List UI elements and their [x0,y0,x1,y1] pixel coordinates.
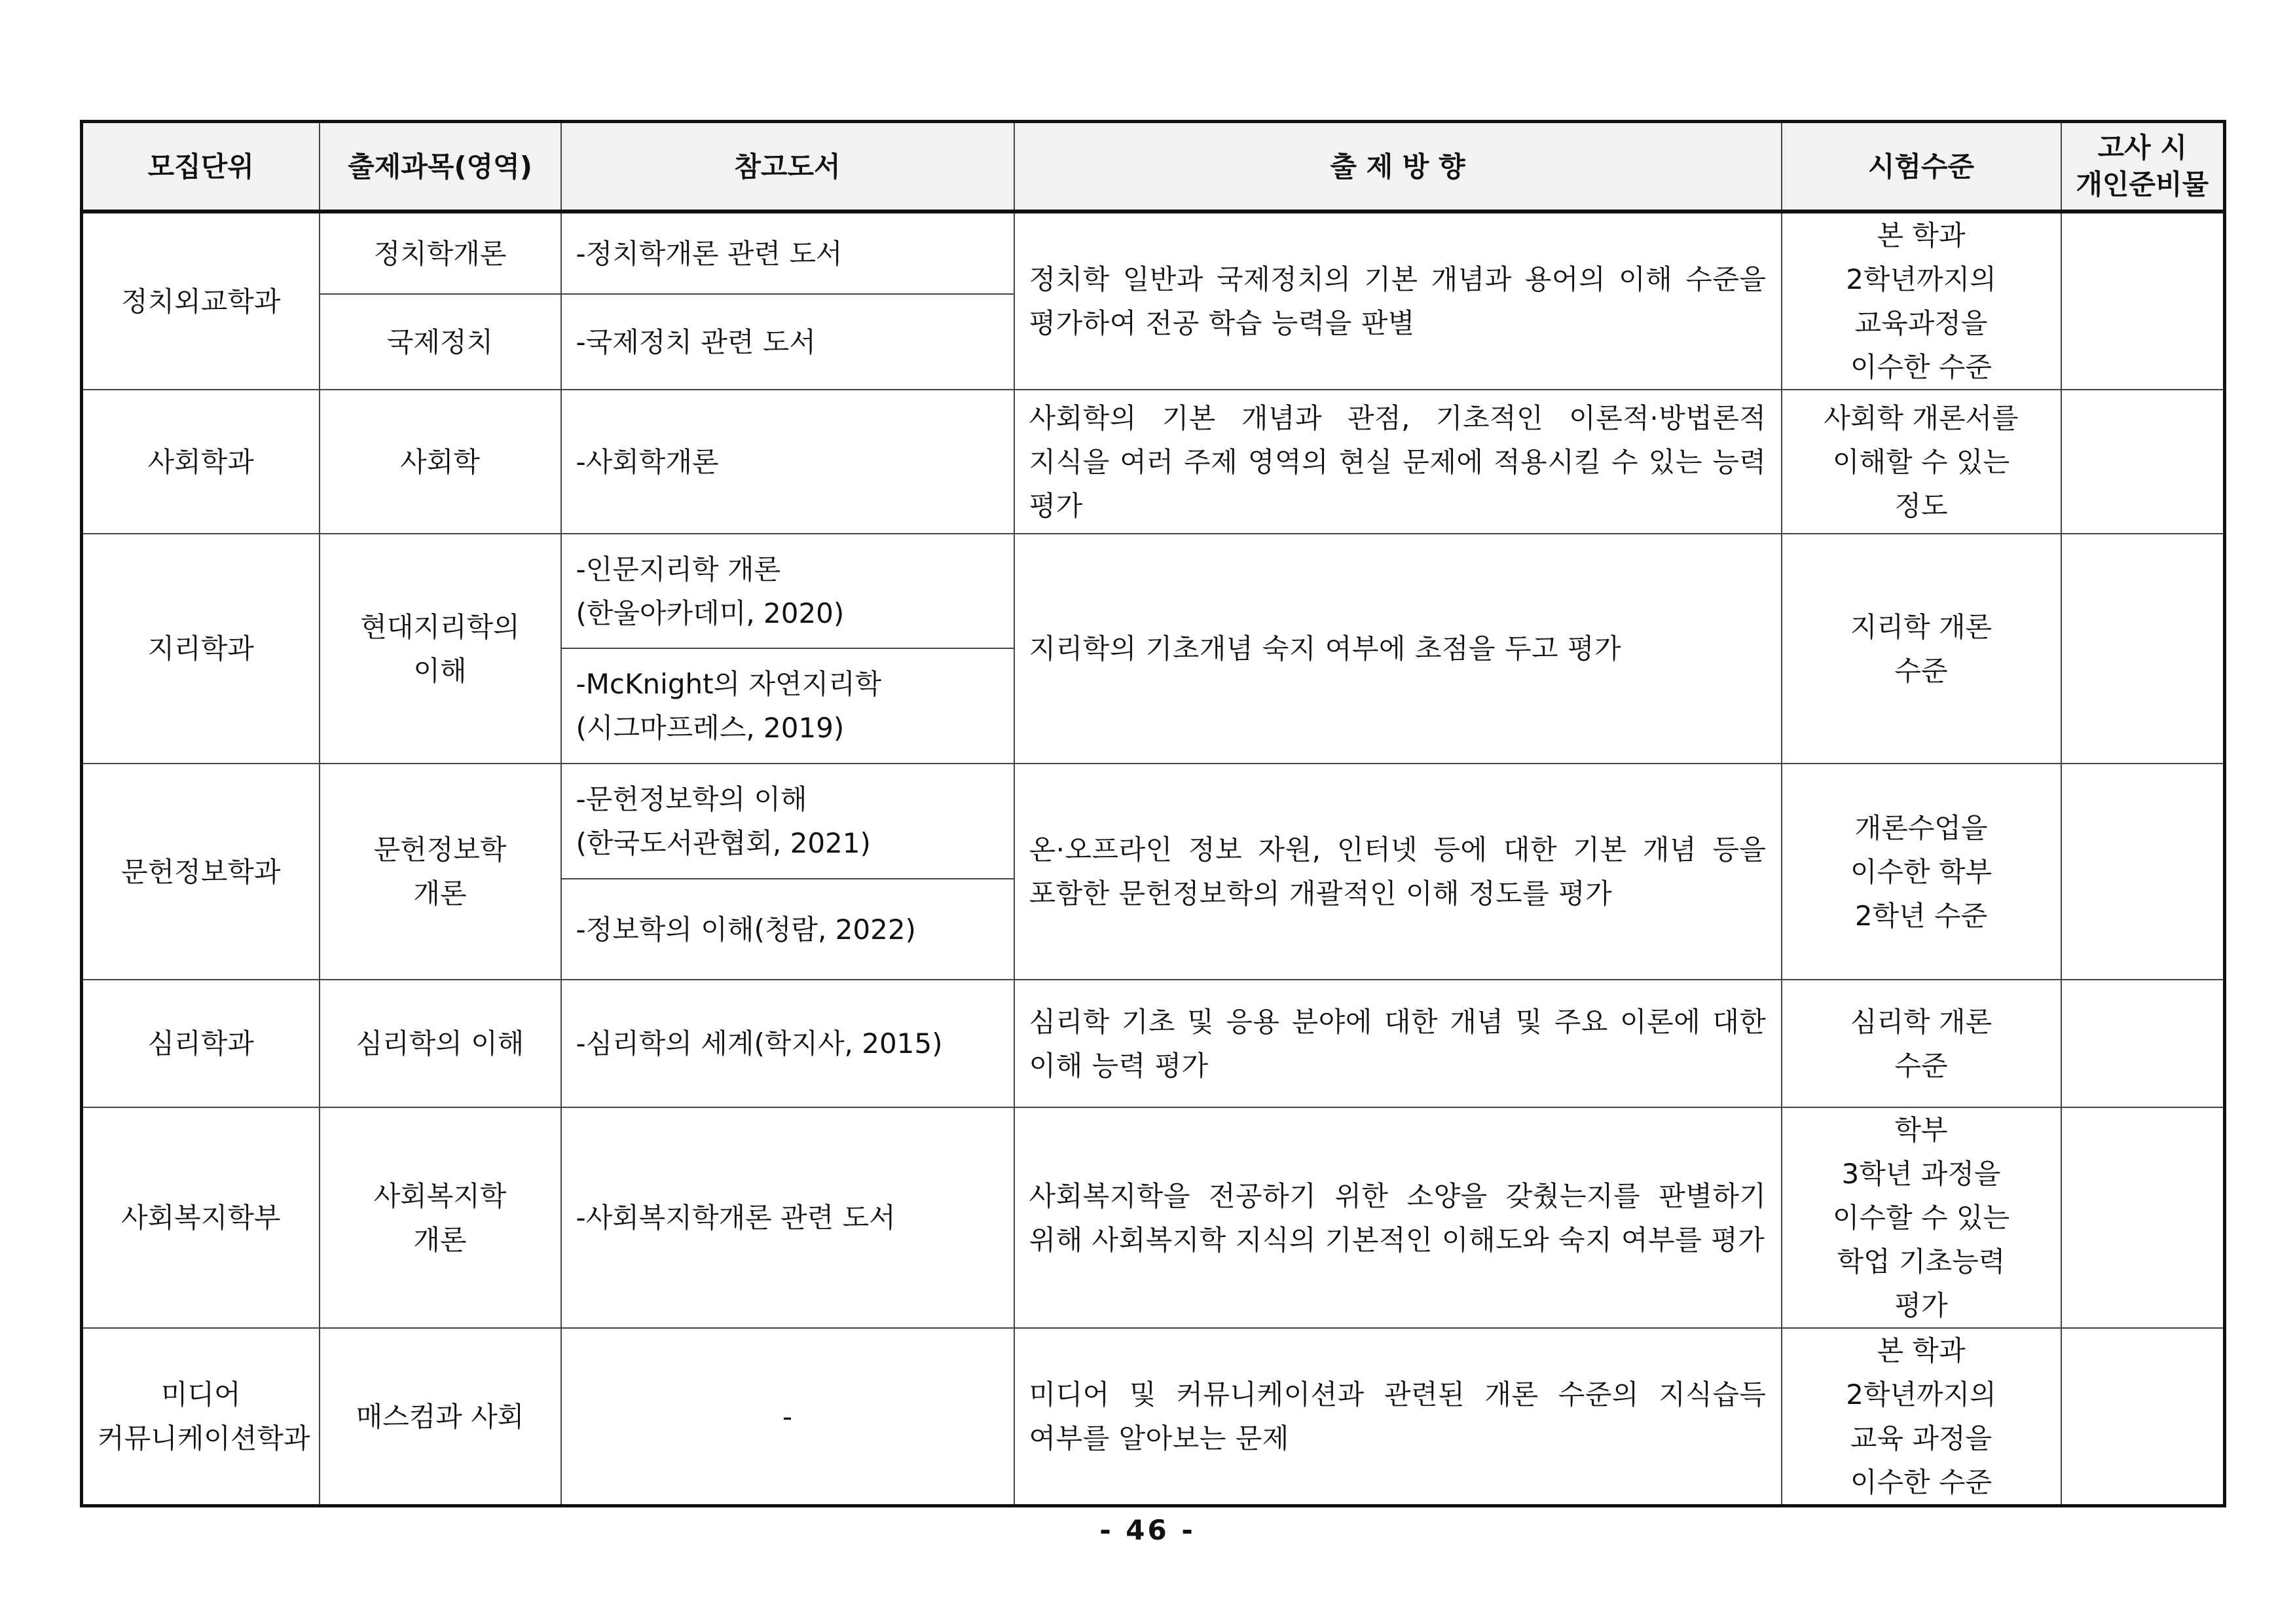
level-cell: 개론수업을 이수한 학부 2학년 수준 [1782,764,2061,980]
direction-cell: 심리학 기초 및 응용 분야에 대한 개념 및 주요 이론에 대한 이해 능력 평가 [1014,980,1782,1107]
book-cell: -사회복지학개론 관련 도서 [561,1107,1014,1328]
unit-cell: 지리학과 [82,534,320,764]
table-row [82,390,2225,534]
book-cell: -인문지리학 개론 (한울아카데미, 2020) [561,534,1014,648]
header-subject: 출제과목(영역) [320,122,561,212]
table-row [82,1328,2225,1506]
level-cell: 지리학 개론 수준 [1782,534,2061,764]
subject-cell: 문헌정보학 개론 [320,764,561,980]
level-cell: 학부 3학년 과정을 이수할 수 있는 학업 기초능력 평가 [1782,1107,2061,1328]
subject-cell: 매스컴과 사회 [320,1328,561,1506]
subject-cell: 심리학의 이해 [320,980,561,1107]
header-direction: 출 제 방 향 [1014,122,1782,212]
unit-cell: 미디어 커뮤니케이션학과 [82,1328,320,1506]
subject-cell: 사회복지학 개론 [320,1107,561,1328]
book-cell: -McKnight의 자연지리학 (시그마프레스, 2019) [561,648,1014,764]
unit-cell: 심리학과 [82,980,320,1107]
level-cell: 본 학과 2학년까지의 교육과정을 이수한 수준 [1782,212,2061,390]
direction-cell: 온·오프라인 정보 자원, 인터넷 등에 대한 기본 개념 등을 포함한 문헌정보학의 개괄적인 이해 정도를 평가 [1014,764,1782,980]
table-row [82,212,2225,294]
header-level: 시험수준 [1782,122,2061,212]
table-row [82,534,2225,648]
subject-cell: 사회학 [320,390,561,534]
materials-cell [2061,390,2225,534]
page-number: - 46 - [1099,1514,1196,1546]
direction-cell: 미디어 및 커뮤니케이션과 관련된 개론 수준의 지식습득 여부를 알아보는 문제 [1014,1328,1782,1506]
table-row [82,764,2225,879]
header-row [82,122,2225,212]
direction-cell: 정치학 일반과 국제정치의 기본 개념과 용어의 이해 수준을 평가하여 전공 학습 능력을 판별 [1014,212,1782,390]
materials-cell [2061,534,2225,764]
materials-cell [2061,980,2225,1107]
book-cell: -국제정치 관련 도서 [561,294,1014,390]
header-unit: 모집단위 [82,122,320,212]
table-row [82,1107,2225,1328]
book-cell: -사회학개론 [561,390,1014,534]
level-cell: 사회학 개론서를 이해할 수 있는 정도 [1782,390,2061,534]
book-cell: - [561,1328,1014,1506]
exam-subject-table [80,120,2226,1507]
direction-cell: 지리학의 기초개념 숙지 여부에 초점을 두고 평가 [1014,534,1782,764]
level-cell: 본 학과 2학년까지의 교육 과정을 이수한 수준 [1782,1328,2061,1506]
materials-cell [2061,212,2225,390]
header-books: 참고도서 [561,122,1014,212]
book-cell: -심리학의 세계(학지사, 2015) [561,980,1014,1107]
subject-cell: 정치학개론 [320,212,561,294]
materials-cell [2061,1328,2225,1506]
table-row [82,980,2225,1107]
book-cell: -정치학개론 관련 도서 [561,212,1014,294]
book-cell: -문헌정보학의 이해 (한국도서관협회, 2021) [561,764,1014,879]
unit-cell: 정치외교학과 [82,212,320,390]
table-body [82,212,2225,1506]
book-cell: -정보학의 이해(청람, 2022) [561,879,1014,980]
unit-cell: 문헌정보학과 [82,764,320,980]
subject-cell: 국제정치 [320,294,561,390]
materials-cell [2061,764,2225,980]
direction-cell: 사회복지학을 전공하기 위한 소양을 갖췄는지를 판별하기 위해 사회복지학 지식의 기본적인 이해도와 숙지 여부를 평가 [1014,1107,1782,1328]
header-materials: 고사 시 개인준비물 [2061,122,2225,212]
exam-table-container [80,120,2223,1507]
unit-cell: 사회학과 [82,390,320,534]
unit-cell: 사회복지학부 [82,1107,320,1328]
level-cell: 심리학 개론 수준 [1782,980,2061,1107]
subject-cell: 현대지리학의 이해 [320,534,561,764]
direction-cell: 사회학의 기본 개념과 관점, 기초적인 이론적·방법론적 지식을 여러 주제 영역의 현실 문제에 적용시킬 수 있는 능력 평가 [1014,390,1782,534]
table-header [82,122,2225,212]
materials-cell [2061,1107,2225,1328]
